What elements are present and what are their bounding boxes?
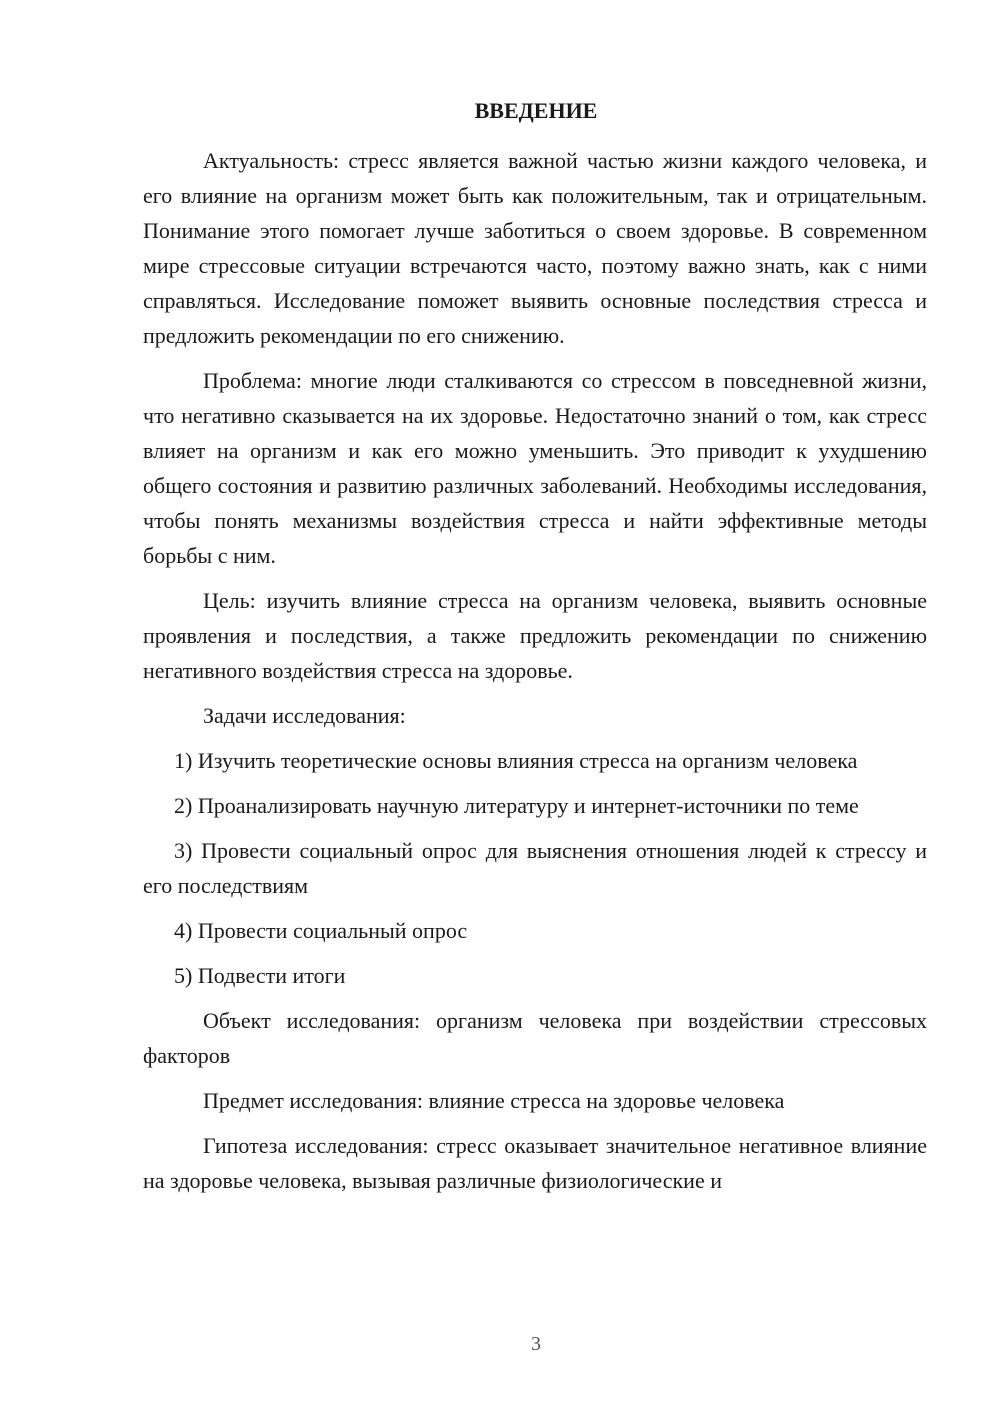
tasks-heading: Задачи исследования:: [203, 703, 406, 728]
paragraph-problem: Проблема: многие люди сталкиваются со стрессом в повседневной жизни, что негативно сказывается на их здоровье. Недостаточно знаний о том, как стресс влияет на организм и как его можно уменьшить. Это приводит к ухудшению общего состояния и развитию различных заболеваний. Необходимы исследования, чтобы понять механизмы воздействия стресса и найти эффективные методы борьбы с ним.: [143, 368, 927, 568]
task-item: 5) Подвести итоги: [174, 963, 346, 988]
task-item: 2) Проанализировать научную литературу и интернет-источники по теме: [174, 793, 859, 818]
task-item: 3) Провести социальный опрос для выяснения отношения людей к стрессу и его последствиям: [143, 838, 927, 898]
task-item: 4) Провести социальный опрос: [174, 918, 468, 943]
task-item: 1) Изучить теоретические основы влияния стресса на организм человека: [174, 748, 858, 773]
paragraph-hypothesis: Гипотеза исследования: стресс оказывает значительное негативное влияние на здоровье человека, вызывая различные физиологические и: [143, 1133, 927, 1193]
paragraph-goal: Цель: изучить влияние стресса на организм человека, выявить основные проявления и последствия, а также предложить рекомендации по снижению негативного воздействия стресса на здоровье.: [143, 588, 927, 683]
paragraph-object: Объект исследования: организм человека при воздействии стрессовых факторов: [143, 1008, 927, 1068]
page-number: 3: [531, 1333, 541, 1355]
page-title: ВВЕДЕНИЕ: [474, 98, 598, 123]
paragraph-relevance: Актуальность: стресс является важной частью жизни каждого человека, и его влияние на организм может быть как положительным, так и отрицательным. Понимание этого помогает лучше заботиться о своем здоровье. В современном мире стрессовые ситуации встречаются часто, поэтому важно знать, как с ними справляться. Исследование поможет выявить основные последствия стресса и предложить рекомендации по его снижению.: [143, 148, 927, 348]
document-body: [143, 143, 927, 1198]
paragraph-subject: Предмет исследования: влияние стресса на здоровье человека: [203, 1088, 785, 1113]
